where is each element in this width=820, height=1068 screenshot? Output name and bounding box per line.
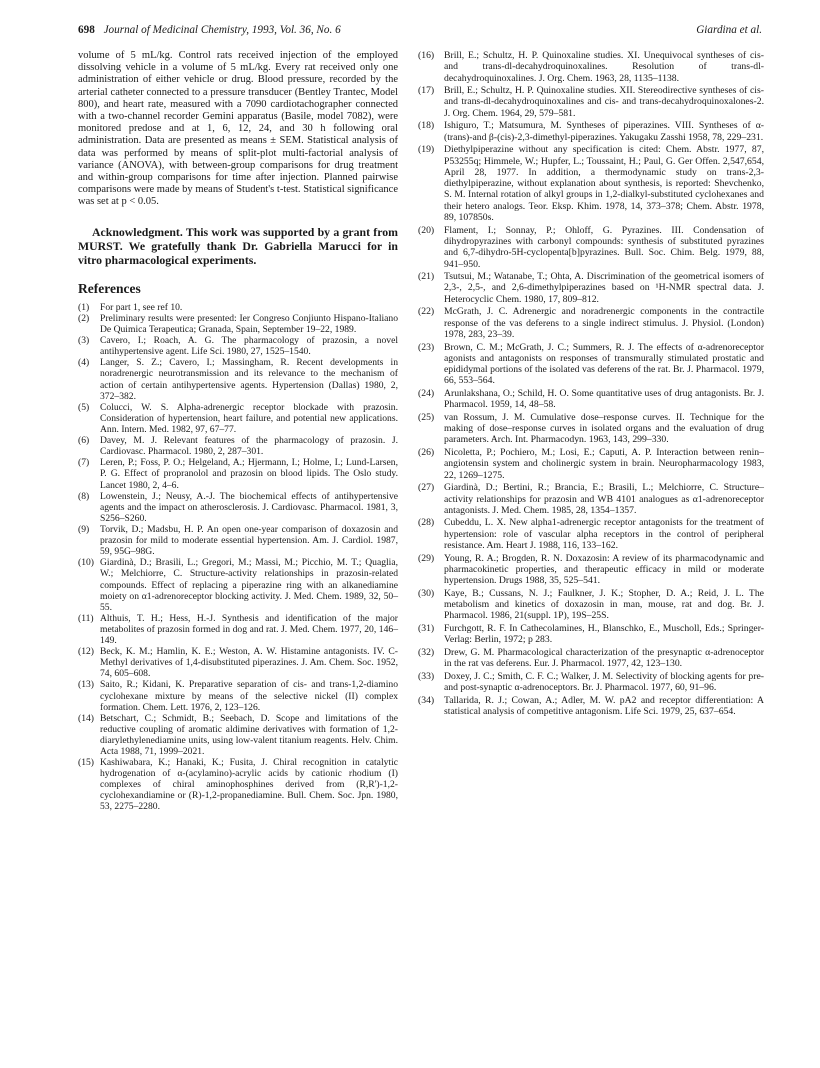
reference-number: (8) bbox=[78, 490, 90, 502]
reference-number: (34) bbox=[418, 694, 435, 706]
reference-number: (10) bbox=[78, 557, 94, 569]
reference-text: Leren, P.; Foss, P. O.; Helgeland, A.; Hjermann, I.; Holme, I.; Lund-Larsen, P. G. Effect of propranolol and prazosin on blood lipids. The Oslo study. Lancet 1980, 2, 4–6. bbox=[100, 457, 398, 491]
reference-item bbox=[418, 144, 764, 223]
reference-item bbox=[418, 517, 764, 551]
reference-item bbox=[78, 713, 398, 757]
reference-text: Cavero, I.; Roach, A. G. The pharmacology of prazosin, a novel antihypertensive agent. Life Sci. 1980, 27, 1525–1540. bbox=[100, 335, 398, 358]
reference-item bbox=[418, 447, 764, 481]
reference-text: Betschart, C.; Schmidt, B.; Seebach, D. Scope and limitations of the reductive coupling of aromatic aldimine derivatives with formation of 1,2-diarylethylenediamine units, using low-valent titanium reagents. Helv. Chim. Acta 1988, 71, 1999–2021. bbox=[100, 712, 398, 757]
reference-number: (23) bbox=[418, 341, 435, 353]
reference-text: Diethylpiperazine without any specification is cited: Chem. Abstr. 1977, 87, P53255q; Himmele, W.; Hupfer, L.; Toussaint, H.; Paul, G. Ger Offen. 2,547,654, April 28, 1977. In addition, a thermodynamic study on trans-2,3-diethylpiperazine, without explanation about synthesis, is reported: Shevchenko, S. M. Internal rotation of alkyl groups in 1,2-dialkyl-substituted cyclohexanes and their hetero analogs. Teor. Eksp. Khim. 1978, 14, 373–378; Chem. Abstr. 1978, 89, 107850s. bbox=[444, 144, 764, 224]
reference-list-right bbox=[418, 50, 764, 717]
reference-number: (25) bbox=[418, 411, 435, 423]
reference-text: For part 1, see ref 10. bbox=[100, 301, 183, 313]
reference-text: Kashiwabara, K.; Hanaki, K.; Fusita, J. Chiral recognition in catalytic hydrogenation of α-(acylamino)-acrylic acids by cationic rhodium (I) complexes of chiral aminophosphines derived from (R,R')-1,2-cyclohexandiamine or (R)-1,2-propanediamine. Bull. Chem. Soc. Jpn. 1980, 53, 2275–2280. bbox=[100, 757, 398, 813]
reference-number: (7) bbox=[78, 457, 90, 469]
reference-item bbox=[418, 695, 764, 718]
reference-number: (16) bbox=[418, 50, 435, 61]
reference-text: Young, R. A.; Brogden, R. N. Doxazosin: A review of its pharmacodynamic and pharmacokinetic properties, and therapeutic efficacy in mild or moderate hypertension. Drugs 1988, 35, 525–541. bbox=[444, 552, 764, 587]
reference-number: (26) bbox=[418, 447, 435, 459]
running-authors: Giardina et al. bbox=[696, 24, 762, 36]
reference-item bbox=[418, 647, 764, 670]
left-column bbox=[78, 50, 398, 813]
running-header bbox=[78, 24, 762, 38]
reference-item bbox=[78, 679, 398, 712]
reference-item bbox=[418, 85, 764, 119]
reference-item bbox=[78, 435, 398, 457]
reference-text: Doxey, J. C.; Smith, C. F. C.; Walker, J. M. Selectivity of blocking agents for pre- and post-synaptic α-adrenoceptors. Br. J. Pharmacol. 1977, 60, 91–96. bbox=[444, 670, 764, 694]
reference-text: Tallarida, R. J.; Cowan, A.; Adler, M. W. pA2 and receptor differentiation: A statistical analysis of competitive antagonism. Life Sci. 1979, 25, 637–654. bbox=[444, 694, 764, 717]
reference-number: (1) bbox=[78, 301, 90, 313]
reference-number: (11) bbox=[78, 612, 94, 624]
reference-item bbox=[78, 524, 398, 557]
reference-text: Lowenstein, J.; Neusy, A.-J. The biochemical effects of antihypertensive agents and the impact on atherosclerosis. J. Cardiovasc. Pharmacol. 1981, 3, S256–S260. bbox=[100, 490, 398, 524]
reference-text: Colucci, W. S. Alpha-adrenergic receptor blockade with prazosin. Consideration of hypertension, heart failure, and potential new applications. Ann. Intern. Med. 1982, 97, 67–77. bbox=[100, 401, 398, 435]
reference-text: Preliminary results were presented: Ier Congreso Conjiunto Hispano-Italiano De Quimica Terapeutica; Granada, Spain, September 19–22, 1989. bbox=[100, 312, 398, 335]
reference-number: (30) bbox=[418, 587, 435, 599]
reference-item bbox=[418, 120, 764, 143]
reference-number: (17) bbox=[418, 85, 435, 97]
reference-number: (5) bbox=[78, 401, 90, 413]
reference-item bbox=[78, 457, 398, 490]
reference-text: Tsutsui, M.; Watanabe, T.; Ohta, A. Discrimination of the geometrical isomers of 2,3-, 2,5-, and 2,6-dimethylpiperazines based on ¹H-NMR spectral data. J. Heterocyclic Chem. 1980, 17, 809–812. bbox=[444, 271, 764, 305]
reference-number: (14) bbox=[78, 712, 94, 724]
reference-number: (9) bbox=[78, 524, 90, 536]
reference-item bbox=[418, 671, 764, 694]
reference-item bbox=[418, 553, 764, 587]
reference-list-left bbox=[78, 302, 398, 813]
reference-text: Saito, R.; Kidani, K. Preparative separation of cis- and trans-1,2-diamino cyclohexane mixture by means of the selective nickel (II) complex formation. Chem. Lett. 1976, 2, 123–126. bbox=[100, 679, 398, 713]
reference-text: Torvik, D.; Madsbu, H. P. An open one-year comparison of doxazosin and prazosin for mild to moderate essential hypertension. Am. J. Cardiol. 1987, 59, 95G–98G. bbox=[100, 524, 398, 558]
reference-item bbox=[78, 357, 398, 401]
reference-number: (6) bbox=[78, 435, 90, 447]
reference-number: (4) bbox=[78, 357, 90, 369]
reference-item bbox=[78, 557, 398, 612]
reference-text: Davey, M. J. Relevant features of the pharmacology of prazosin. J. Cardiovasc. Pharmacol. 1980, 2, 287–301. bbox=[100, 435, 398, 458]
reference-text: Beck, K. M.; Hamlin, K. E.; Weston, A. W. Histamine antagonists. IV. C-Methyl derivatives of 1,4-disubstituted piperazines. J. Am. Chem. Soc. 1952, 74, 605–608. bbox=[100, 646, 398, 680]
reference-text: Brown, C. M.; McGrath, J. C.; Summers, R. J. The effects of α-adrenoreceptor agonists and antagonists on responses of transmurally stimulated prostatic and epididymal portions of the isolated vas deferens of the rat. Br. J. Pharmacol. 1979, 66, 553–564. bbox=[444, 341, 764, 387]
reference-item bbox=[418, 482, 764, 516]
reference-number: (13) bbox=[78, 679, 94, 691]
reference-item bbox=[418, 306, 764, 340]
reference-text: Brill, E.; Schultz, H. P. Quinoxaline studies. XI. Unequivocal syntheses of cis- and trans-dl-decahydroquinoxalines. Resolution of trans-dl-decahydroquinoxalines. J. Org. Chem. 1963, 28, 1135–1138. bbox=[444, 50, 764, 84]
reference-number: (19) bbox=[418, 144, 435, 156]
reference-number: (3) bbox=[78, 335, 90, 347]
reference-number: (2) bbox=[78, 312, 90, 324]
reference-number: (28) bbox=[418, 517, 435, 529]
reference-number: (22) bbox=[418, 306, 435, 318]
reference-number: (18) bbox=[418, 120, 435, 132]
reference-item bbox=[78, 302, 398, 313]
reference-item bbox=[78, 335, 398, 357]
reference-item bbox=[418, 50, 764, 84]
reference-text: Giardinà, D.; Bertini, R.; Brancia, E.; Brasili, L.; Melchiorre, C. Structure–activity relationships for prazosin and WB 4101 analogues as α1-adrenoreceptor antagonists. J. Med. Chem. 1985, 28, 1354–1357. bbox=[444, 482, 764, 516]
reference-item bbox=[418, 388, 764, 411]
reference-item bbox=[418, 342, 764, 387]
reference-number: (27) bbox=[418, 482, 435, 494]
reference-text: Flament, I.; Sonnay, P.; Ohloff, G. Pyrazines. III. Condensation of dihydropyrazines with carbonyl compounds: synthesis of substituted pyrazines and 6,7-dihydro-5H-cyclopenta[b]pyrazines. Bull. Soc. Chim. Belg. 1979, 88, 941–950. bbox=[444, 224, 764, 270]
reference-item bbox=[418, 623, 764, 646]
reference-item bbox=[78, 757, 398, 812]
reference-number: (33) bbox=[418, 670, 435, 682]
reference-text: Giardinà, D.; Brasili, L.; Gregori, M.; Massi, M.; Picchio, M. T.; Quaglia, W.; Melchiorre, C. Structure-activity relationships in prazosin-related compounds. Effect of replacing a piperazine ring with an alkanediamine moiety on α1-adrenoreceptor blocking activity. J. Med. Chem. 1989, 32, 50–55. bbox=[100, 557, 398, 613]
reference-item bbox=[418, 225, 764, 270]
reference-item bbox=[78, 646, 398, 679]
reference-text: Nicoletta, P.; Pochiero, M.; Losi, E.; Caputi, A. P. Interaction between renin–angiotensin system and cholinergic system in brain. Neuropharmacology 1983, 22, 1269–1275. bbox=[444, 447, 764, 481]
reference-text: Arunlakshana, O.; Schild, H. O. Some quantitative uses of drug antagonists. Br. J. Pharmacol. 1959, 14, 48–58. bbox=[444, 387, 764, 411]
reference-item bbox=[78, 402, 398, 435]
reference-text: Althuis, T. H.; Hess, H.-J. Synthesis and identification of the major metabolites of prazosin formed in dog and rat. J. Med. Chem. 1977, 20, 146–149. bbox=[100, 612, 398, 646]
reference-number: (31) bbox=[418, 623, 435, 634]
right-column bbox=[418, 50, 764, 719]
reference-text: Cubeddu, L. X. New alpha1-adrenergic receptor antagonists for the treatment of hypertension: role of vascular alpha receptors in the control of peripheral resistance. Am. Heart J. 1988, 116, 133–162. bbox=[444, 517, 764, 552]
page-number: 698 bbox=[78, 24, 95, 36]
references-heading: References bbox=[78, 280, 141, 296]
reference-number: (29) bbox=[418, 552, 435, 564]
reference-item bbox=[418, 588, 764, 622]
reference-number: (12) bbox=[78, 646, 94, 658]
reference-number: (20) bbox=[418, 224, 435, 236]
reference-item bbox=[78, 491, 398, 524]
reference-text: Langer, S. Z.; Cavero, I.; Massingham, R. Recent developments in noradrenergic neurotransmission and its relevance to the mechanism of action of certain antihypertensive agents. Hypertension (Dallas) 1980, 2, 372–382. bbox=[100, 357, 398, 402]
reference-text: Kaye, B.; Cussans, N. J.; Faulkner, J. K.; Stopher, D. A.; Reid, J. L. The metabolism and kinetics of doxazosin in man, mouse, rat and dog. Br. J. Pharmacol. 1986, 21(suppl. 1P), 19S–25S. bbox=[444, 587, 764, 622]
reference-item bbox=[418, 271, 764, 305]
reference-text: McGrath, J. C. Adrenergic and noradrenergic components in the contractile response of the vas deferens to a single indirect stimulus. J. Physiol. (London) 1978, 283, 23–39. bbox=[444, 306, 764, 340]
reference-item bbox=[418, 412, 764, 446]
reference-number: (21) bbox=[418, 271, 435, 283]
reference-item bbox=[78, 313, 398, 335]
reference-item bbox=[78, 613, 398, 646]
reference-number: (24) bbox=[418, 387, 435, 399]
reference-number: (15) bbox=[78, 757, 94, 769]
acknowledgment-paragraph: Acknowledgment. This work was supported by a grant from MURST. We gratefully thank Dr. Gabriella Marucci for in vitro pharmacological experiments. bbox=[78, 224, 398, 267]
reference-text: van Rossum, J. M. Cumulative dose–response curves. II. Technique for the making of dose–response curves in isolated organs and the evaluation of drug parameters. Arch. Int. Pharmacodyn. 1963, 143, 299–330. bbox=[444, 411, 764, 446]
reference-number: (32) bbox=[418, 646, 435, 658]
reference-text: Furchgott, R. F. In Cathecolamines, H., Blanschko, E., Muscholl, Eds.; Springer-Verlag: Berlin, 1972; p 283. bbox=[444, 623, 764, 646]
reference-text: Brill, E.; Schultz, H. P. Quinoxaline studies. XII. Stereodirective syntheses of cis- and trans-dl-decahydroquinoxalines and cis- and trans-decahydroquinoxalones-2. J. Org. Chem. 1964, 29, 579–581. bbox=[444, 85, 764, 119]
reference-text: Drew, G. M. Pharmacological characterization of the presynaptic α-adrenoceptor in the rat vas deferens. Eur. J. Pharmacol. 1977, 42, 123–130. bbox=[444, 646, 764, 670]
reference-text: Ishiguro, T.; Matsumura, M. Syntheses of piperazines. VIII. Syntheses of α-(trans)-and β-(cis)-2,3-dimethyl-piperazines. Yakugaku Zasshi 1958, 78, 229–231. bbox=[444, 120, 764, 143]
journal-citation: Journal of Medicinal Chemistry, 1993, Vol. 36, No. 6 bbox=[103, 24, 341, 36]
methods-paragraph: volume of 5 mL/kg. Control rats received injection of the employed dissolving vehicle in a volume of 5 mL/kg. Every rat received only one administration of either vehicle or drug. Blood pressure, recorded by the arterial catheter connected to a pressure transducer (Bentley Trantec, Model 800), and heart rate, measured with a 7090 cardiotachographer connected with a two-channel recorder Gemini apparatus (Basile, model 7082), were monitored predose and at 1, 6, 12, 24, and 30 h following oral administration. Data are presented as means ± SEM. Statistical analysis of data was performed by means of split-plot multi-factorial analysis of variance (ANOVA), with between-group comparisons for drug treatment and within-group comparisons for time after injection. Planned pairwise comparisons were made by means of Student's t-test. Statistical significance was set at p < 0.05. bbox=[78, 50, 398, 208]
